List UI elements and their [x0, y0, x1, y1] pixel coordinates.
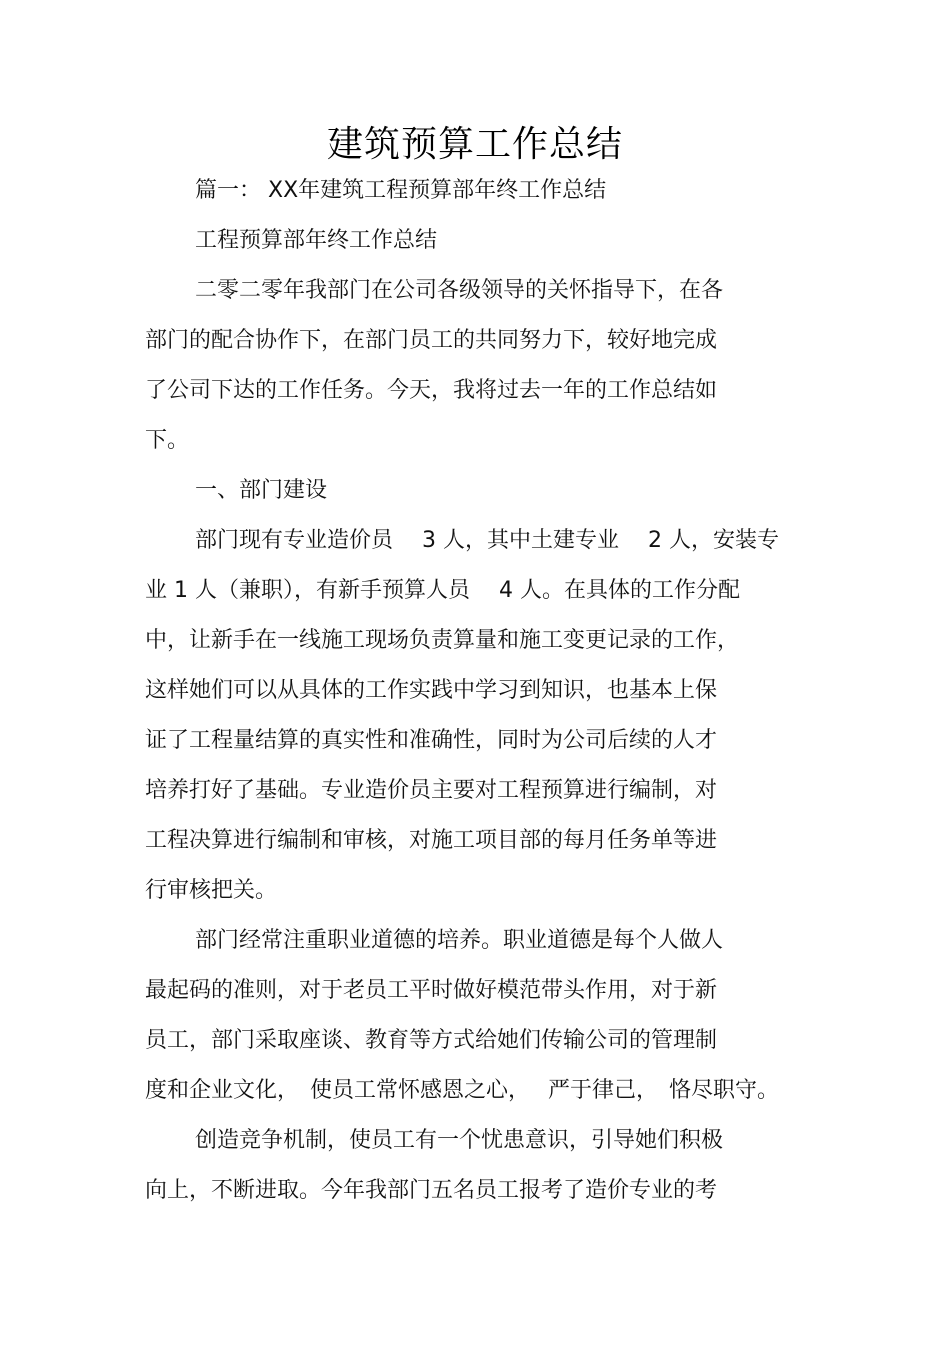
paragraph-line: 这样她们可以从具体的工作实践中学习到知识，也基本上保 [145, 678, 718, 703]
paragraph-line: 培养打好了基础。专业造价员主要对工程预算进行编制，对 [145, 778, 718, 803]
paragraph-line: 度和企业文化， 使员工常怀感恩之心， 严于律己， 恪尽职守。 [145, 1078, 779, 1103]
paragraph-line: 创造竞争机制，使员工有一个忧患意识，引导她们积极 [195, 1128, 724, 1153]
paragraph-line: 部门经常注重职业道德的培养。职业道德是每个人做人 [195, 928, 724, 953]
paragraph-line: 行审核把关。 [145, 878, 278, 903]
paragraph-line: 了公司下达的工作任务。今天，我将过去一年的工作总结如 [145, 378, 718, 403]
paragraph-line: 业 1 人（兼职），有新手预算人员 4 人。在具体的工作分配 [145, 578, 740, 603]
paragraph-line: 中，让新手在一线施工现场负责算量和施工变更记录的工作， [145, 628, 740, 653]
paragraph-line: 向上，不断进取。今年我部门五名员工报考了造价专业的考 [145, 1178, 718, 1203]
section-heading-1: 篇一： XX年建筑工程预算部年终工作总结 [195, 178, 607, 203]
paragraph-line: 部门的配合协作下，在部门员工的共同努力下，较好地完成 [145, 328, 718, 353]
paragraph-line: 二零二零年我部门在公司各级领导的关怀指导下，在各 [195, 278, 724, 303]
paragraph-line: 部门现有专业造价员 3 人，其中土建专业 2 人，安装专 [195, 528, 779, 553]
document-title: 建筑预算工作总结 [326, 124, 623, 165]
paragraph-line: 下。 [145, 428, 190, 453]
paragraph-line: 员工，部门采取座谈、教育等方式给她们传输公司的管理制 [145, 1028, 718, 1053]
paragraph-line: 最起码的准则，对于老员工平时做好模范带头作用，对于新 [145, 978, 718, 1003]
paragraph-line: 证了工程量结算的真实性和准确性，同时为公司后续的人才 [145, 728, 718, 753]
paragraph-line: 工程决算进行编制和审核，对施工项目部的每月任务单等进 [145, 828, 718, 853]
section-heading-2: 一、部门建设 [195, 478, 328, 503]
subtitle: 工程预算部年终工作总结 [195, 228, 438, 253]
